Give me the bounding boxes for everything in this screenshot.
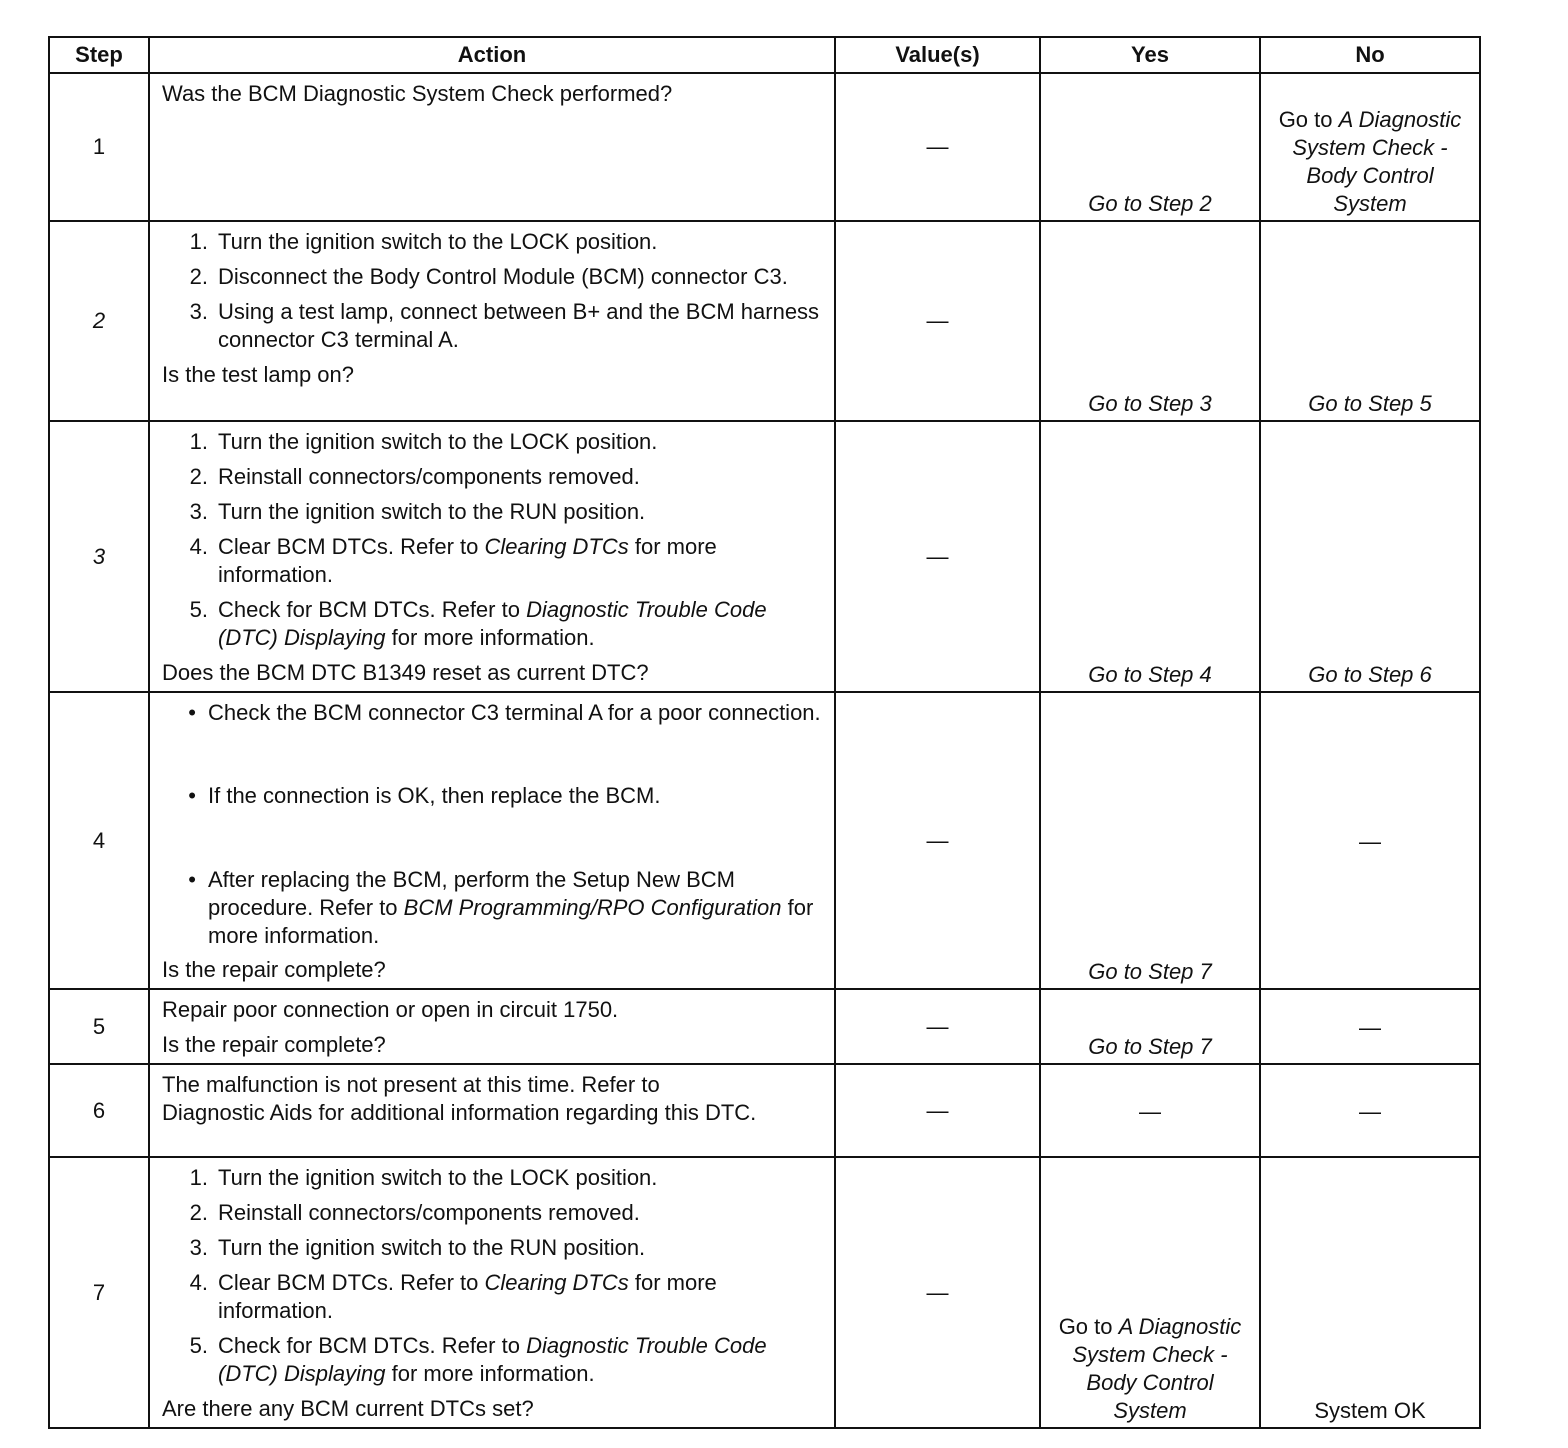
bullet-text: If the connection is OK, then replace the BCM. (208, 783, 661, 808)
table-row (49, 989, 1480, 1064)
step-index: 1. (189, 429, 208, 454)
action-step (162, 428, 824, 456)
bullet-text (208, 866, 824, 950)
step-text (218, 596, 824, 652)
action-question: Was the BCM Diagnostic System Check performed? (162, 81, 673, 106)
step-text-part: Check for BCM DTCs. Refer to (218, 597, 527, 622)
action-bullets (162, 699, 824, 950)
yes-cell: Go to Step 3 (1040, 221, 1260, 421)
step-text-part: for more information. (218, 1270, 717, 1323)
bullet-item (162, 782, 824, 852)
header-action: Action (149, 37, 835, 73)
step-text: Reinstall connectors/components removed. (218, 1200, 640, 1225)
action-question: Does the BCM DTC B1349 reset as current DTC? (162, 660, 649, 685)
step-text (218, 1332, 824, 1388)
action-step (162, 1199, 824, 1227)
action-line: Repair poor connection or open in circuit 1750. (162, 997, 619, 1022)
step-text-part: Clear BCM DTCs. Refer to (218, 1270, 485, 1295)
yes-link-diagnostic-system-check[interactable]: A Diagnostic System Check - Body Control System (1072, 1314, 1242, 1423)
step-text-part: Check for BCM DTCs. Refer to (218, 1333, 527, 1358)
header-no: No (1260, 37, 1480, 73)
no-cell: System OK (1260, 1157, 1480, 1428)
table-row (49, 221, 1480, 421)
step-index: 2. (189, 1200, 208, 1225)
link-clearing-dtcs[interactable]: Clearing DTCs (484, 534, 629, 559)
step-number: 5 (49, 989, 149, 1064)
no-link-diagnostic-system-check[interactable]: A Diagnostic System Check - Body Control System (1292, 107, 1462, 216)
table-row (49, 1157, 1480, 1428)
value-cell: — (835, 73, 1040, 221)
step-index: 1. (189, 229, 208, 254)
table-row (49, 692, 1480, 989)
bullet-mark: • (188, 867, 196, 892)
action-question: Is the repair complete? (162, 957, 386, 982)
step-text (218, 533, 824, 589)
bullet-item (162, 699, 824, 782)
action-step (162, 263, 824, 291)
table-row (49, 73, 1480, 221)
step-index: 3. (189, 299, 208, 324)
step-text-part: for more information. (218, 534, 717, 587)
value-cell: — (835, 1064, 1040, 1157)
action-step (162, 1164, 824, 1192)
action-step (162, 228, 824, 256)
action-step (162, 596, 824, 652)
step-text-part: for more information. (385, 625, 595, 650)
link-bcm-programming[interactable]: BCM Programming/RPO Configuration (403, 895, 782, 920)
action-step (162, 1234, 824, 1262)
bullet-text-part: for more information. (208, 895, 814, 948)
step-index: 1. (189, 1165, 208, 1190)
action-steps (162, 228, 824, 354)
action-cell (149, 1157, 835, 1428)
step-index: 3. (189, 499, 208, 524)
action-question: Is the test lamp on? (162, 362, 354, 387)
action-steps (162, 1164, 824, 1388)
header-values: Value(s) (835, 37, 1040, 73)
step-text: Turn the ignition switch to the LOCK position. (218, 1165, 658, 1190)
link-dtc-displaying[interactable]: Diagnostic Trouble Code (DTC) Displaying (218, 1333, 767, 1386)
bullet-text-part: After replacing the BCM, perform the Setup New BCM procedure. Refer to (208, 867, 735, 920)
action-question: Is the repair complete? (162, 1032, 386, 1057)
step-text: Using a test lamp, connect between B+ and the BCM harness connector C3 terminal A. (218, 299, 820, 352)
action-text: The malfunction is not present at this time. Refer to Diagnostic Aids for additional information regarding this DTC. (162, 1072, 757, 1125)
bullet-text: Check the BCM connector C3 terminal A for a poor connection. (208, 700, 821, 725)
yes-cell: Go to Step 7 (1040, 692, 1260, 989)
action-cell (149, 692, 835, 989)
no-cell: Go to Step 5 (1260, 221, 1480, 421)
yes-cell: — (1040, 1064, 1260, 1157)
no-prefix: Go to (1278, 107, 1339, 132)
action-steps (162, 428, 824, 652)
value-cell: — (835, 221, 1040, 421)
bullet-mark: • (188, 700, 196, 725)
no-cell: — (1260, 989, 1480, 1064)
action-step (162, 533, 824, 589)
yes-cell (1040, 1157, 1260, 1428)
step-text: Reinstall connectors/components removed. (218, 464, 640, 489)
step-number: 2 (49, 221, 149, 421)
action-cell (149, 73, 835, 221)
step-index: 5. (189, 1333, 208, 1358)
action-cell (149, 1064, 835, 1157)
step-index: 4. (189, 534, 208, 559)
step-index: 2. (189, 464, 208, 489)
table-row (49, 1064, 1480, 1157)
step-index: 2. (189, 264, 208, 289)
yes-cell: Go to Step 4 (1040, 421, 1260, 692)
link-dtc-displaying[interactable]: Diagnostic Trouble Code (DTC) Displaying (218, 597, 767, 650)
step-text-part: Clear BCM DTCs. Refer to (218, 534, 485, 559)
action-step (162, 1332, 824, 1388)
header-row (49, 37, 1480, 73)
action-cell (149, 221, 835, 421)
header-yes: Yes (1040, 37, 1260, 73)
step-text: Turn the ignition switch to the RUN position. (218, 1235, 646, 1260)
step-text: Turn the ignition switch to the RUN position. (218, 499, 646, 524)
no-cell: Go to Step 6 (1260, 421, 1480, 692)
action-step (162, 498, 824, 526)
yes-prefix: Go to (1058, 1314, 1119, 1339)
step-text (218, 1269, 824, 1325)
value-cell: — (835, 692, 1040, 989)
step-text: Turn the ignition switch to the LOCK position. (218, 229, 658, 254)
step-index: 3. (189, 1235, 208, 1260)
value-cell: — (835, 1157, 1040, 1428)
step-number: 1 (49, 73, 149, 221)
action-cell (149, 421, 835, 692)
step-text: Disconnect the Body Control Module (BCM) connector C3. (218, 264, 788, 289)
action-step (162, 463, 824, 491)
step-index: 4. (189, 1270, 208, 1295)
step-number: 6 (49, 1064, 149, 1157)
no-cell: — (1260, 1064, 1480, 1157)
action-cell (149, 989, 835, 1064)
value-cell: — (835, 421, 1040, 692)
value-cell: — (835, 989, 1040, 1064)
header-step: Step (49, 37, 149, 73)
action-step (162, 1269, 824, 1325)
bullet-mark: • (188, 783, 196, 808)
step-number: 7 (49, 1157, 149, 1428)
link-clearing-dtcs[interactable]: Clearing DTCs (484, 1270, 629, 1295)
action-step (162, 298, 824, 354)
yes-cell: Go to Step 7 (1040, 989, 1260, 1064)
step-text-part: for more information. (385, 1361, 595, 1386)
step-index: 5. (189, 597, 208, 622)
yes-cell: Go to Step 2 (1040, 73, 1260, 221)
step-text: Turn the ignition switch to the LOCK position. (218, 429, 658, 454)
action-question: Are there any BCM current DTCs set? (162, 1396, 534, 1421)
diagnostic-table (48, 36, 1481, 1429)
table-row (49, 421, 1480, 692)
no-cell: — (1260, 692, 1480, 989)
step-number: 4 (49, 692, 149, 989)
no-cell (1260, 73, 1480, 221)
bullet-item (162, 866, 824, 950)
step-number: 3 (49, 421, 149, 692)
